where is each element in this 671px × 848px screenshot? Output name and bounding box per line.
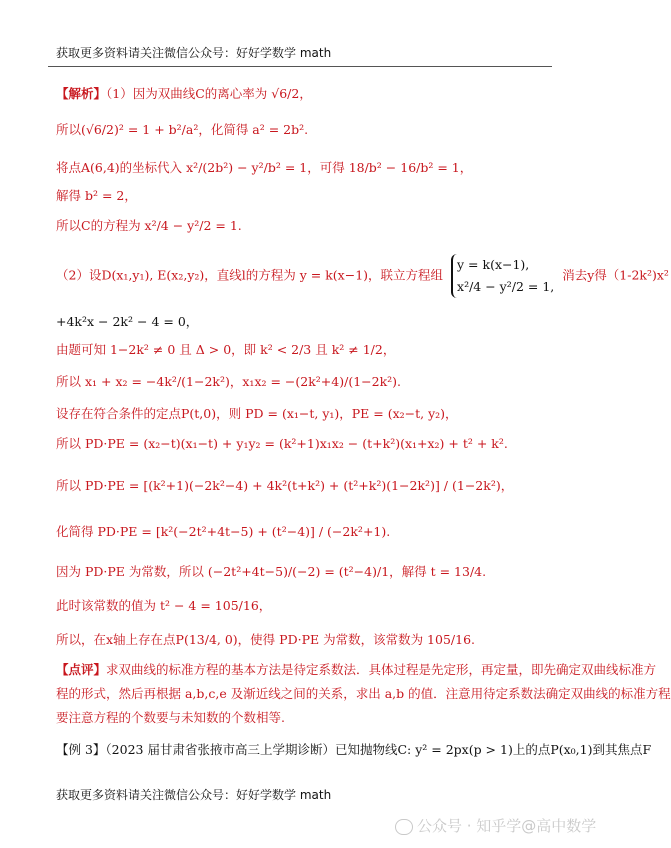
example-3-line: 【例 3】（2023 届甘肃省张掖市高三上学期诊断）已知抛物线C: y² = 2px(p > 1)上的点P(x₀,1)到其焦点F (56, 742, 652, 757)
solution-line-11: 所以 PD·PE = (x₂−t)(x₁−t) + y₁y₂ = (k²+1)x₁x₂ − (t+k²)(x₁+x₂) + t² + k². (56, 436, 508, 451)
solution-line-7: +4k²x − 2k² − 4 = 0， (56, 314, 199, 329)
comment-line-1 (56, 660, 656, 678)
comment-tag: 【点评】 (56, 662, 107, 677)
solution-line-16: 所以，在x轴上存在点P(13/4, 0)，使得 PD·PE 为常数，该常数为 105/16. (56, 632, 475, 647)
solution-line-9: 所以 x₁ + x₂ = −4k²/(1−2k²)，x₁x₂ = −(2k²+4)/(1−2k²). (56, 374, 402, 389)
wechat-icon (395, 819, 413, 835)
solution-line-8: 由题可知 1−2k² ≠ 0 且 Δ > 0，即 k² < 2/3 且 k² ≠ 1/2， (56, 342, 396, 357)
comment-line-2: 程的形式，然后再根据 a,b,c,e 及渐近线之间的关系，求出 a,b 的值．注意用待定系数法确定双曲线的标准方程 (56, 686, 671, 701)
system-eq-2: x²/4 − y²/2 = 1, (457, 279, 555, 294)
eliminate-text: 消去y得（1-2k²)x² (562, 267, 669, 283)
comment-text-1: 求双曲线的标准方程的基本方法是待定系数法．具体过程是先定形，再定量，即先确定双曲线标准方 (106, 662, 657, 677)
solution-line-2: 所以(√6/2)² = 1 + b²/a²，化简得 a² = 2b². (56, 122, 309, 137)
equation-system (451, 254, 554, 298)
header-divider (48, 66, 552, 67)
solution-line-15: 此时该常数的值为 t² − 4 = 105/16， (56, 598, 272, 613)
solution-line-5: 所以C的方程为 x²/4 − y²/2 = 1. (56, 218, 242, 233)
solution-line-12: 所以 PD·PE = [(k²+1)(−2k²−4) + 4k²(t+k²) + (t²+k²)(1−2k²)] / (1−2k²)， (56, 478, 514, 493)
system-eq-1: y = k(x−1), (457, 257, 530, 272)
comment-line-3: 要注意方程的个数要与未知数的个数相等. (56, 710, 285, 725)
watermark-text: 公众号 · 知乎学@高中数学 (417, 817, 597, 835)
solution-line-10: 设存在符合条件的定点P(t,0)，则 PD = (x₁−t, y₁)，PE = (x₂−t, y₂)， (56, 406, 458, 421)
solution-line-14: 因为 PD·PE 为常数，所以 (−2t²+4t−5)/(−2) = (t²−4)/1，解得 t = 13/4. (56, 564, 487, 579)
page-footer: 获取更多资料请关注微信公众号：好好学数学 math (56, 788, 332, 802)
analysis-tag: 【解析】 (56, 86, 107, 101)
solution-line-1 (56, 84, 312, 102)
solution-line-4: 解得 b² = 2， (56, 188, 137, 203)
analysis-text-1: （1）因为双曲线C的离心率为 √6/2， (106, 86, 312, 101)
solution-line-3: 将点A(6,4)的坐标代入 x²/(2b²) − y²/b² = 1，可得 18/b² − 16/b² = 1， (56, 160, 473, 175)
solution-line-6 (56, 254, 669, 298)
watermark (395, 815, 596, 836)
part2-intro: （2）设D(x₁,y₁), E(x₂,y₂)，直线l的方程为 y = k(x−1)，联立方程组 (56, 267, 444, 283)
page-header: 获取更多资料请关注微信公众号：好好学数学 math (56, 46, 332, 60)
solution-line-13: 化简得 PD·PE = [k²(−2t²+4t−5) + (t²−4)] / (−2k²+1). (56, 524, 391, 539)
